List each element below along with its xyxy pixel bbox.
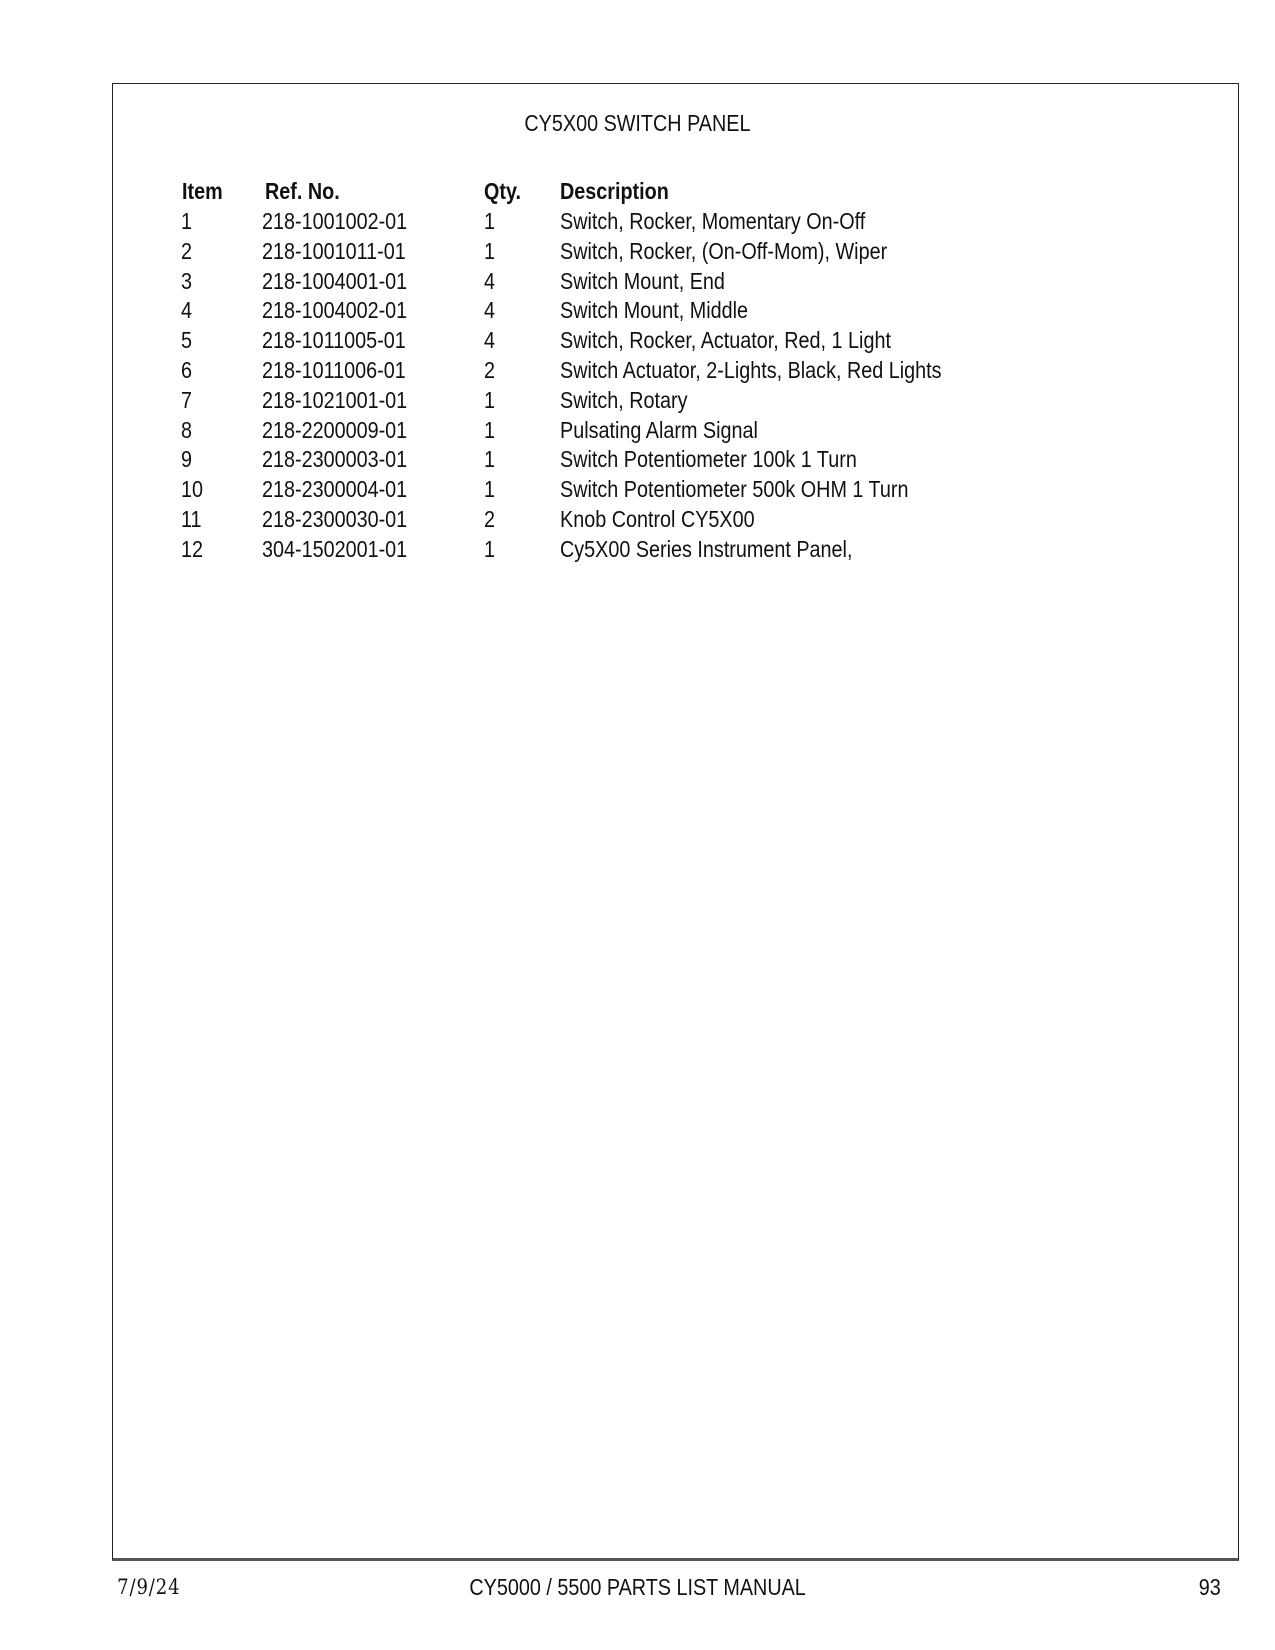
cell-description: Switch, Rotary: [560, 386, 688, 413]
cell-description: Knob Control CY5X00: [560, 506, 755, 532]
cell-item: 12: [181, 535, 204, 562]
cell-ref-no: 218-2300003-01: [262, 446, 408, 473]
page-number-text: 93: [1199, 1574, 1222, 1600]
cell-ref-no: 218-1004002-01: [262, 297, 408, 324]
cell-ref-no: 218-2300004-01: [262, 476, 408, 503]
cell-item: 1: [181, 208, 193, 234]
cell-item: 5: [181, 327, 193, 354]
cell-qty: 2: [484, 506, 496, 532]
cell-ref-no: 218-2300030-01: [262, 506, 408, 532]
cell-ref-no: 304-1502001-01: [262, 535, 408, 562]
cell-item: 10: [181, 476, 204, 503]
cell-description: Pulsating Alarm Signal: [560, 416, 758, 443]
cell-item: 6: [181, 357, 193, 383]
page-number: [1197, 1572, 1223, 1602]
cell-description: Switch, Rocker, Momentary On-Off: [560, 208, 866, 234]
cell-item: 4: [181, 297, 193, 324]
cell-qty: 4: [484, 327, 496, 354]
cell-qty: 1: [484, 535, 496, 562]
cell-qty: 1: [484, 416, 496, 443]
cell-qty: 1: [484, 446, 496, 473]
cell-ref-no: 218-1004001-01: [262, 267, 408, 294]
cell-item: 7: [181, 386, 193, 413]
footer-date-text: 7/9/24: [117, 1575, 181, 1599]
cell-description: Switch, Rocker, Actuator, Red, 1 Light: [560, 327, 891, 354]
cell-qty: 1: [484, 208, 496, 234]
cell-description: Switch Actuator, 2-Lights, Black, Red Lights: [560, 357, 942, 383]
cell-qty: 1: [484, 476, 496, 503]
cell-qty: 2: [484, 357, 496, 383]
cell-item: 8: [181, 416, 193, 443]
cell-item: 3: [181, 267, 193, 294]
section-title-text: CY5X00 SWITCH PANEL: [524, 110, 751, 136]
cell-ref-no: 218-1021001-01: [262, 386, 408, 413]
cell-ref-no: 218-1011006-01: [262, 357, 406, 383]
cell-item: 11: [181, 506, 202, 532]
cell-item: 9: [181, 446, 193, 473]
cell-qty: 4: [484, 267, 496, 294]
cell-description: Switch Mount, Middle: [560, 297, 748, 324]
cell-description: Cy5X00 Series Instrument Panel,: [560, 535, 853, 562]
cell-ref-no: 218-2200009-01: [262, 416, 408, 443]
cell-description: Switch Potentiometer 500k OHM 1 Turn: [560, 476, 909, 503]
cell-ref-no: 218-1001011-01: [262, 237, 406, 264]
cell-description: Switch, Rocker, (On-Off-Mom), Wiper: [560, 237, 888, 264]
section-title: [0, 108, 1275, 138]
cell-qty: 1: [484, 237, 496, 264]
cell-description: Switch Potentiometer 100k 1 Turn: [560, 446, 857, 473]
cell-qty: 4: [484, 297, 496, 324]
column-header-item: Item: [182, 178, 223, 204]
cell-ref-no: 218-1011005-01: [262, 327, 406, 354]
column-header-qty: Qty.: [484, 178, 522, 204]
column-header-description: Description: [560, 178, 669, 204]
cell-ref-no: 218-1001002-01: [262, 208, 408, 234]
column-header-ref-no: Ref. No.: [265, 178, 340, 204]
cell-qty: 1: [484, 386, 496, 413]
footer-title: [0, 1572, 1275, 1602]
footer-title-text: CY5000 / 5500 PARTS LIST MANUAL: [469, 1574, 806, 1600]
cell-description: Switch Mount, End: [560, 267, 725, 294]
cell-item: 2: [181, 237, 193, 264]
